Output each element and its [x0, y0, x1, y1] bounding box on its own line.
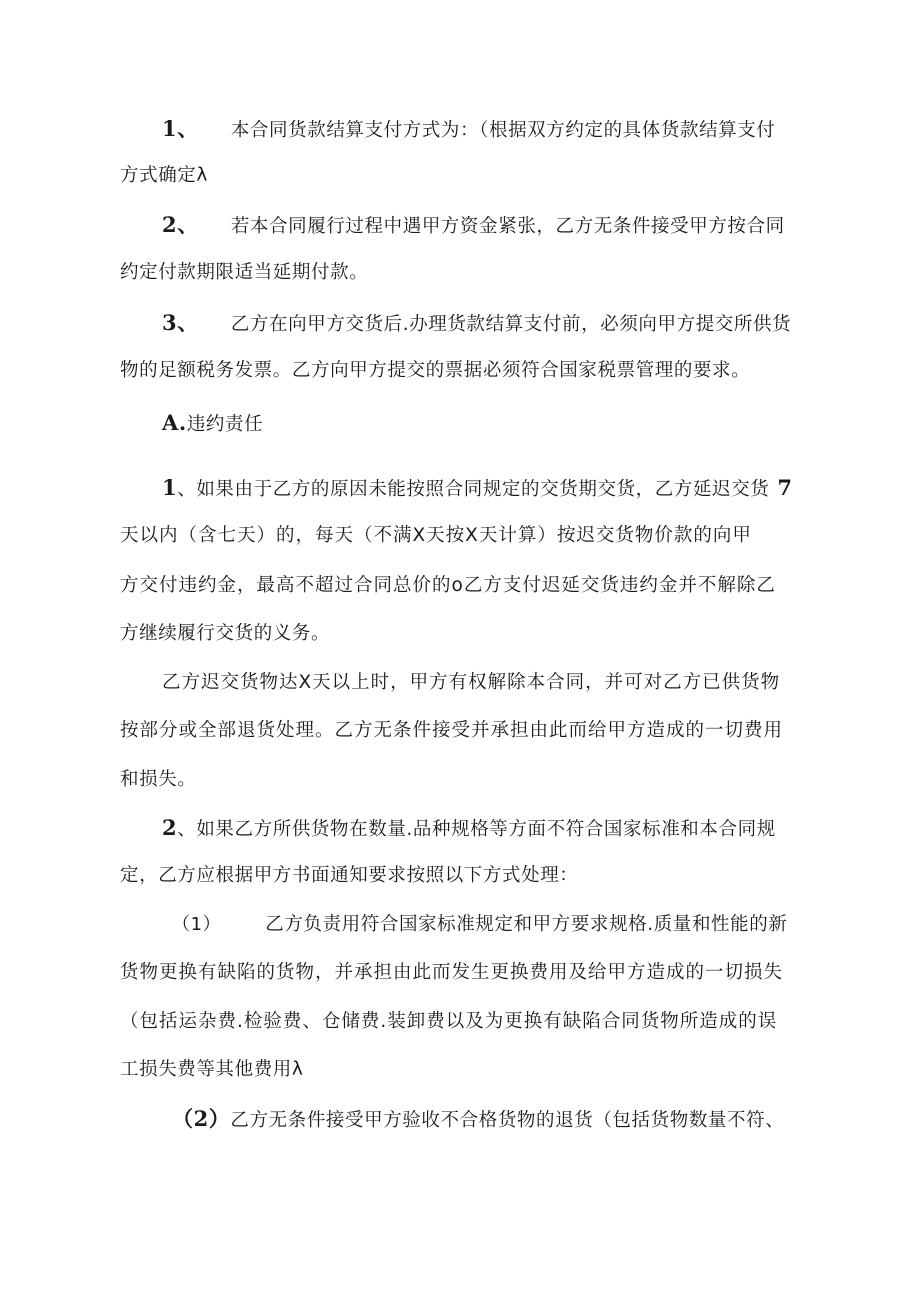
liability-item-1-line-4: 方继续履行交货的义务。: [120, 623, 331, 644]
sub-item-1-line-4: 工损失费等其他费用λ: [120, 1059, 304, 1080]
item-number: 3、: [162, 310, 199, 335]
liability-item-1-line-3: 方交付违约金，最高不超过合同总价的o乙方支付迟延交货违约金并不解除乙: [120, 575, 776, 596]
sub-item-2-line-1: [172, 1106, 784, 1134]
payment-item-1-line-2: 方式确定λ: [120, 165, 208, 186]
section-letter: A.: [162, 410, 187, 435]
paragraph-text: 乙方负责用符合国家标准规定和甲方要求规格.质量和性能的新: [265, 914, 788, 935]
paragraph-text: 本合同货款结算支付方式为：（根据双方约定的具体货款结算支付: [230, 120, 776, 141]
paragraph-text: 乙方在向甲方交货后.办理货款结算支付前，必须向甲方提交所供货: [230, 314, 792, 335]
liability-item-1-line-2: 天以内（含七天）的，每天（不满X天按X天计算）按迟交货物价款的向甲: [120, 525, 752, 546]
sub-item-1-line-3: （包括运杂费.检验费、仓储费.装卸费以及为更换有缺陷合同货物所造成的误: [120, 1011, 778, 1032]
sub-item-number: （1）: [172, 914, 222, 935]
section-heading-liability: [162, 410, 263, 438]
sub-item-1-line-1: [172, 912, 787, 938]
inline-number: 7: [777, 475, 793, 500]
section-title: 违约责任: [186, 414, 264, 435]
item-number: 1: [162, 475, 178, 500]
payment-item-2-line-1: [162, 212, 785, 240]
paragraph-text: 、如果乙方所供货物在数量.品种规格等方面不符合国家标准和本合同规: [177, 819, 776, 840]
item-number: 2、: [162, 212, 199, 237]
sub-item-number: （2）: [172, 1106, 231, 1131]
delay-paragraph-line-3: 和损失。: [120, 769, 197, 790]
paragraph-text: 、如果由于乙方的原因未能按照合同规定的交货期交货，乙方延迟交货: [177, 479, 770, 500]
payment-item-3-line-2: 物的足额税务发票。乙方向甲方提交的票据必须符合国家税票管理的要求。: [120, 360, 751, 381]
item-number: 1、: [162, 116, 199, 141]
sub-item-1-line-2: 货物更换有缺陷的货物，并承担由此而发生更换费用及给甲方造成的一切损失: [120, 962, 784, 983]
liability-item-2-line-2: 定，乙方应根据甲方书面通知要求按照以下方式处理：: [120, 865, 579, 886]
payment-item-1-line-1: [162, 116, 775, 144]
delay-paragraph-line-1: 乙方迟交货物达X天以上时，甲方有权解除本合同，并可对乙方已供货物: [162, 672, 781, 693]
delay-paragraph-line-2: 按部分或全部退货处理。乙方无条件接受并承担由此而给甲方造成的一切费用: [120, 720, 784, 741]
paragraph-text: 乙方无条件接受甲方验收不合格货物的退货（包括货物数量不符、: [230, 1110, 785, 1131]
paragraph-text: 若本合同履行过程中遇甲方资金紧张，乙方无条件接受甲方按合同: [230, 216, 785, 237]
payment-item-3-line-1: [162, 310, 791, 338]
payment-item-2-line-2: 约定付款期限适当延期付款。: [120, 262, 369, 283]
liability-item-1-line-1: [162, 475, 793, 503]
item-number: 2: [162, 815, 178, 840]
liability-item-2-line-1: [162, 815, 776, 843]
